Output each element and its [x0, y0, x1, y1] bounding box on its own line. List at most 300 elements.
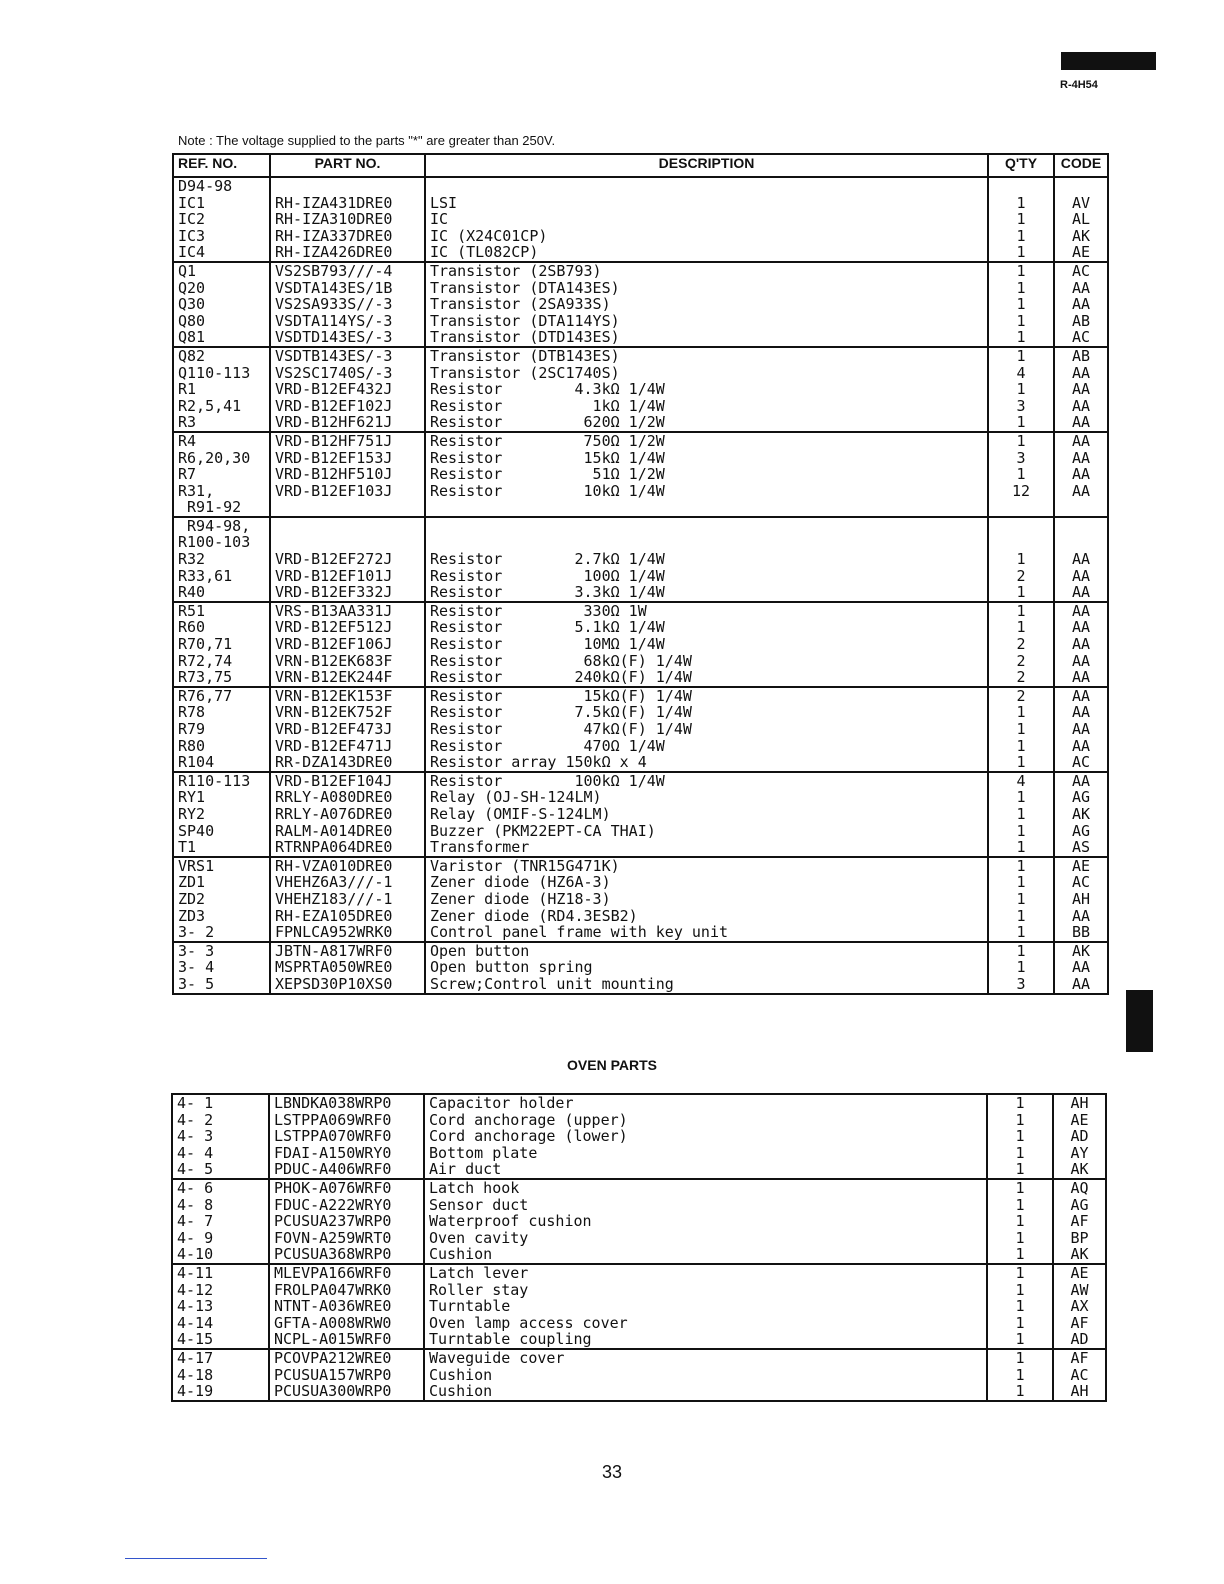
cell-part: RR-DZA143DRE0	[270, 754, 425, 772]
cell-code: AF	[1053, 1213, 1106, 1230]
table-row	[173, 228, 1108, 245]
cell-desc: Resistor 330Ω 1W	[425, 602, 988, 620]
cell-code: AA	[1054, 653, 1108, 670]
cell-part: FPNLCA952WRK0	[270, 924, 425, 942]
cell-qty: 1	[988, 874, 1054, 891]
cell-code	[1054, 177, 1108, 195]
cell-qty: 1	[988, 296, 1054, 313]
row-group	[173, 517, 1108, 602]
cell-code: AA	[1054, 414, 1108, 432]
cell-desc: Waterproof cushion	[424, 1213, 987, 1230]
cell-desc: Oven lamp access cover	[424, 1315, 987, 1332]
row-group	[173, 942, 1108, 994]
cell-qty	[988, 534, 1054, 551]
cell-part: VRN-B12EK752F	[270, 704, 425, 721]
cell-code: AD	[1053, 1128, 1106, 1145]
cell-ref: R1	[173, 381, 270, 398]
cell-ref: 4-19	[172, 1383, 269, 1401]
cell-ref: 4-11	[172, 1264, 269, 1282]
cell-desc: Resistor 7.5kΩ(F) 1/4W	[425, 704, 988, 721]
cell-desc: Resistor 15kΩ 1/4W	[425, 450, 988, 467]
cell-code: AV	[1054, 195, 1108, 212]
table-row	[173, 857, 1108, 875]
cell-code: AA	[1054, 636, 1108, 653]
cell-part	[270, 517, 425, 535]
table-row	[173, 568, 1108, 585]
cell-ref: 3- 2	[173, 924, 270, 942]
cell-ref: Q82	[173, 347, 270, 365]
cell-code: AA	[1054, 687, 1108, 705]
cell-qty: 1	[988, 228, 1054, 245]
table-row	[173, 414, 1108, 432]
cell-part: VRD-B12EF102J	[270, 398, 425, 415]
cell-code: AA	[1054, 381, 1108, 398]
cell-part	[270, 499, 425, 517]
cell-desc: Transistor (2SC1740S)	[425, 365, 988, 382]
cell-code: AE	[1054, 244, 1108, 262]
cell-part: MLEVPA166WRF0	[269, 1264, 424, 1282]
cell-ref: R78	[173, 704, 270, 721]
table-row	[173, 738, 1108, 755]
cell-desc: Resistor 5.1kΩ 1/4W	[425, 619, 988, 636]
cell-code: AK	[1053, 1161, 1106, 1179]
cell-qty: 1	[988, 347, 1054, 365]
cell-ref: R72,74	[173, 653, 270, 670]
cell-desc: Transistor (DTA114YS)	[425, 313, 988, 330]
row-group	[173, 432, 1108, 517]
table-row	[173, 296, 1108, 313]
cell-qty: 2	[988, 636, 1054, 653]
cell-ref: 4-12	[172, 1282, 269, 1299]
cell-code: AA	[1054, 280, 1108, 297]
cell-code: AW	[1053, 1282, 1106, 1299]
cell-code: AC	[1054, 262, 1108, 280]
table-row	[172, 1197, 1106, 1214]
cell-ref: D94-98	[173, 177, 270, 195]
cell-desc: Roller stay	[424, 1282, 987, 1299]
cell-desc: Sensor duct	[424, 1197, 987, 1214]
cell-desc: Resistor array 150kΩ x 4	[425, 754, 988, 772]
table-row	[173, 619, 1108, 636]
table-row	[172, 1349, 1106, 1367]
cell-ref: 3- 3	[173, 942, 270, 960]
table-row	[173, 262, 1108, 280]
table-row	[172, 1383, 1106, 1401]
cell-desc: Resistor 750Ω 1/2W	[425, 432, 988, 450]
cell-ref: 4- 5	[172, 1161, 269, 1179]
table-row	[173, 432, 1108, 450]
table-row	[173, 721, 1108, 738]
cell-part: VHEHZ6A3///-1	[270, 874, 425, 891]
cell-qty: 1	[987, 1094, 1053, 1112]
cell-qty: 1	[988, 823, 1054, 840]
cell-desc: Transistor (2SA933S)	[425, 296, 988, 313]
cell-desc: Cord anchorage (lower)	[424, 1128, 987, 1145]
cell-qty: 1	[988, 891, 1054, 908]
cell-qty: 1	[988, 924, 1054, 942]
cell-qty: 1	[987, 1112, 1053, 1129]
cell-part: VRS-B13AA331J	[270, 602, 425, 620]
cell-desc: Relay (OMIF-S-124LM)	[425, 806, 988, 823]
side-tab-marker	[1126, 990, 1153, 1052]
row-group	[173, 262, 1108, 347]
cell-qty: 1	[988, 754, 1054, 772]
cell-ref: 4- 2	[172, 1112, 269, 1129]
cell-desc: Cushion	[424, 1246, 987, 1264]
cell-ref: Q110-113	[173, 365, 270, 382]
cell-part	[270, 177, 425, 195]
cell-ref: Q81	[173, 329, 270, 347]
cell-part: VRD-B12EF104J	[270, 772, 425, 790]
cell-code: AA	[1054, 398, 1108, 415]
cell-part: VRD-B12EF153J	[270, 450, 425, 467]
row-group	[173, 772, 1108, 857]
cell-code: AF	[1053, 1315, 1106, 1332]
cell-desc	[425, 517, 988, 535]
table-row	[173, 534, 1108, 551]
cell-ref: R91-92	[173, 499, 270, 517]
table-row	[173, 450, 1108, 467]
cell-ref: R94-98,	[173, 517, 270, 535]
cell-ref: 3- 5	[173, 976, 270, 994]
cell-part: VRN-B12EK683F	[270, 653, 425, 670]
cell-ref: Q30	[173, 296, 270, 313]
cell-desc: Resistor 1kΩ 1/4W	[425, 398, 988, 415]
cell-part: PCUSUA157WRP0	[269, 1367, 424, 1384]
cell-code: AK	[1053, 1246, 1106, 1264]
cell-code	[1054, 534, 1108, 551]
cell-code: AA	[1054, 976, 1108, 994]
cell-qty: 12	[988, 483, 1054, 500]
cell-ref: 4-17	[172, 1349, 269, 1367]
cell-qty: 1	[987, 1367, 1053, 1384]
cell-qty: 1	[987, 1161, 1053, 1179]
cell-qty: 2	[988, 568, 1054, 585]
cell-ref: IC4	[173, 244, 270, 262]
cell-code: AH	[1054, 891, 1108, 908]
cell-desc: Air duct	[424, 1161, 987, 1179]
cell-part: RH-IZA431DRE0	[270, 195, 425, 212]
cell-desc: Transistor (2SB793)	[425, 262, 988, 280]
cell-part: RRLY-A080DRE0	[270, 789, 425, 806]
cell-part: VRD-B12EF432J	[270, 381, 425, 398]
cell-part: MSPRTA050WRE0	[270, 959, 425, 976]
cell-part	[270, 534, 425, 551]
cell-part: FROLPA047WRK0	[269, 1282, 424, 1299]
cell-ref: VRS1	[173, 857, 270, 875]
table-row	[172, 1179, 1106, 1197]
cell-qty: 1	[988, 432, 1054, 450]
row-group	[172, 1094, 1106, 1179]
cell-part: PCUSUA300WRP0	[269, 1383, 424, 1401]
table-row	[173, 347, 1108, 365]
table-row	[173, 959, 1108, 976]
table-row	[173, 704, 1108, 721]
table-row	[173, 584, 1108, 602]
cell-part: VRN-B12EK153F	[270, 687, 425, 705]
cell-code: AK	[1054, 942, 1108, 960]
table-row	[173, 602, 1108, 620]
cell-qty: 1	[988, 313, 1054, 330]
cell-qty: 1	[988, 738, 1054, 755]
cell-qty: 2	[988, 669, 1054, 687]
cell-code: AA	[1054, 483, 1108, 500]
table-row	[173, 806, 1108, 823]
cell-ref: RY1	[173, 789, 270, 806]
cell-qty: 3	[988, 976, 1054, 994]
cell-desc: Control panel frame with key unit	[425, 924, 988, 942]
cell-code: AD	[1053, 1331, 1106, 1349]
table-row	[173, 517, 1108, 535]
cell-desc: Resistor 15kΩ(F) 1/4W	[425, 687, 988, 705]
cell-part: VRD-B12EF332J	[270, 584, 425, 602]
cell-part: VSDTB143ES/-3	[270, 347, 425, 365]
table-row	[172, 1298, 1106, 1315]
cell-ref: R31,	[173, 483, 270, 500]
cell-ref: 4- 6	[172, 1179, 269, 1197]
header-description: DESCRIPTION	[425, 154, 988, 177]
cell-part: VRD-B12EF101J	[270, 568, 425, 585]
cell-ref: R76,77	[173, 687, 270, 705]
cell-ref: Q1	[173, 262, 270, 280]
cell-qty: 1	[988, 244, 1054, 262]
oven-parts-heading: OVEN PARTS	[567, 1057, 657, 1073]
cell-ref: 4- 9	[172, 1230, 269, 1247]
table-row	[173, 687, 1108, 705]
cell-desc: Resistor 620Ω 1/2W	[425, 414, 988, 432]
cell-desc: Screw;Control unit mounting	[425, 976, 988, 994]
cell-qty	[988, 499, 1054, 517]
cell-part: PDUC-A406WRF0	[269, 1161, 424, 1179]
cell-code: AK	[1054, 806, 1108, 823]
row-group	[172, 1179, 1106, 1264]
cell-qty: 1	[987, 1179, 1053, 1197]
cell-desc: Cord anchorage (upper)	[424, 1112, 987, 1129]
cell-code: AE	[1054, 857, 1108, 875]
cell-qty: 1	[987, 1298, 1053, 1315]
cell-qty: 1	[988, 942, 1054, 960]
cell-part: RH-IZA426DRE0	[270, 244, 425, 262]
cell-desc: IC (TL082CP)	[425, 244, 988, 262]
page-number: 33	[601, 1462, 623, 1482]
table-row	[172, 1094, 1106, 1112]
cell-code	[1054, 499, 1108, 517]
row-group	[173, 347, 1108, 432]
cell-part: VSDTD143ES/-3	[270, 329, 425, 347]
cell-desc: Resistor 2.7kΩ 1/4W	[425, 551, 988, 568]
cell-part: VRD-B12EF512J	[270, 619, 425, 636]
cell-desc: Transformer	[425, 839, 988, 857]
row-group	[172, 1349, 1106, 1401]
table-row	[173, 653, 1108, 670]
cell-code: BP	[1053, 1230, 1106, 1247]
cell-ref: IC2	[173, 211, 270, 228]
table-row	[173, 839, 1108, 857]
cell-qty: 1	[988, 857, 1054, 875]
table-row	[172, 1230, 1106, 1247]
cell-part: VRN-B12EK244F	[270, 669, 425, 687]
cell-ref: 4-14	[172, 1315, 269, 1332]
cell-part: RH-VZA010DRE0	[270, 857, 425, 875]
cell-desc: Open button spring	[425, 959, 988, 976]
cell-qty: 1	[988, 908, 1054, 925]
cell-qty: 1	[987, 1230, 1053, 1247]
cell-code: AH	[1053, 1094, 1106, 1112]
table-row	[173, 636, 1108, 653]
cell-desc: Resistor 4.3kΩ 1/4W	[425, 381, 988, 398]
cell-ref: IC1	[173, 195, 270, 212]
cell-part: VRD-B12EF473J	[270, 721, 425, 738]
cell-desc: Resistor 240kΩ(F) 1/4W	[425, 669, 988, 687]
cell-desc: Zener diode (HZ6A-3)	[425, 874, 988, 891]
table-row	[173, 976, 1108, 994]
cell-qty: 1	[988, 381, 1054, 398]
row-group	[173, 602, 1108, 687]
cell-ref: R32	[173, 551, 270, 568]
table-row	[172, 1145, 1106, 1162]
table-header-row	[173, 154, 1108, 177]
cell-part: RH-IZA337DRE0	[270, 228, 425, 245]
cell-code: AA	[1054, 551, 1108, 568]
cell-code: AA	[1054, 721, 1108, 738]
cell-code: AB	[1054, 313, 1108, 330]
cell-ref: R3	[173, 414, 270, 432]
cell-qty: 1	[988, 466, 1054, 483]
cell-part: LBNDKA038WRP0	[269, 1094, 424, 1112]
cell-ref: 4- 7	[172, 1213, 269, 1230]
cell-desc: Resistor 100Ω 1/4W	[425, 568, 988, 585]
table-row	[173, 466, 1108, 483]
cell-desc	[425, 534, 988, 551]
cell-code: AX	[1053, 1298, 1106, 1315]
table-row	[173, 195, 1108, 212]
cell-code	[1054, 517, 1108, 535]
cell-qty: 1	[988, 789, 1054, 806]
cell-qty: 1	[988, 619, 1054, 636]
header-code: CODE	[1054, 154, 1108, 177]
cell-qty: 3	[988, 450, 1054, 467]
cell-ref: R79	[173, 721, 270, 738]
cell-code: AH	[1053, 1383, 1106, 1401]
cell-desc: Waveguide cover	[424, 1349, 987, 1367]
cell-qty	[988, 517, 1054, 535]
cell-qty	[988, 177, 1054, 195]
table-row	[173, 381, 1108, 398]
cell-ref: R2,5,41	[173, 398, 270, 415]
cell-qty: 1	[988, 721, 1054, 738]
table-row	[173, 499, 1108, 517]
cell-qty: 2	[988, 687, 1054, 705]
header-ref-no: REF. NO.	[173, 154, 270, 177]
cell-ref: 4- 3	[172, 1128, 269, 1145]
cell-code: AC	[1054, 329, 1108, 347]
table-row	[172, 1112, 1106, 1129]
cell-code: AA	[1054, 738, 1108, 755]
footer-rule	[125, 1558, 267, 1559]
cell-qty: 1	[988, 211, 1054, 228]
cell-part: PHOK-A076WRF0	[269, 1179, 424, 1197]
row-group	[173, 857, 1108, 942]
cell-part: VRD-B12EF471J	[270, 738, 425, 755]
cell-qty: 1	[987, 1213, 1053, 1230]
table-row	[173, 398, 1108, 415]
cell-part: FDAI-A150WRY0	[269, 1145, 424, 1162]
cell-part: RH-IZA310DRE0	[270, 211, 425, 228]
cell-desc: Cushion	[424, 1383, 987, 1401]
cell-part: GFTA-A008WRW0	[269, 1315, 424, 1332]
table-row	[172, 1331, 1106, 1349]
cell-desc: Transistor (DTB143ES)	[425, 347, 988, 365]
cell-ref: SP40	[173, 823, 270, 840]
model-number: R-4H54	[1060, 79, 1098, 91]
table-row	[173, 244, 1108, 262]
cell-desc: Turntable	[424, 1298, 987, 1315]
cell-qty: 1	[987, 1315, 1053, 1332]
header-qty: Q'TY	[988, 154, 1054, 177]
cell-desc: Resistor 47kΩ(F) 1/4W	[425, 721, 988, 738]
row-group	[173, 177, 1108, 262]
cell-ref: R51	[173, 602, 270, 620]
cell-part: VSDTA143ES/1B	[270, 280, 425, 297]
cell-qty: 2	[988, 653, 1054, 670]
cell-qty: 4	[988, 772, 1054, 790]
cell-desc: Latch hook	[424, 1179, 987, 1197]
cell-part: VRD-B12EF106J	[270, 636, 425, 653]
table-row	[173, 365, 1108, 382]
cell-code: AC	[1053, 1367, 1106, 1384]
cell-qty: 3	[988, 398, 1054, 415]
cell-part: VS2SA933S//-3	[270, 296, 425, 313]
cell-desc: Transistor (DTD143ES)	[425, 329, 988, 347]
cell-desc: Capacitor holder	[424, 1094, 987, 1112]
cell-desc: Resistor 10MΩ 1/4W	[425, 636, 988, 653]
cell-part: VSDTA114YS/-3	[270, 313, 425, 330]
cell-code: AS	[1054, 839, 1108, 857]
cell-ref: 4- 8	[172, 1197, 269, 1214]
cell-qty: 1	[987, 1264, 1053, 1282]
table-row	[172, 1315, 1106, 1332]
cell-qty: 1	[987, 1197, 1053, 1214]
cell-part: RRLY-A076DRE0	[270, 806, 425, 823]
cell-ref: R73,75	[173, 669, 270, 687]
cell-ref: ZD3	[173, 908, 270, 925]
cell-desc: Resistor 470Ω 1/4W	[425, 738, 988, 755]
corner-marker-bar	[1061, 52, 1156, 70]
cell-part: LSTPPA070WRF0	[269, 1128, 424, 1145]
cell-part: VRD-B12HF510J	[270, 466, 425, 483]
cell-ref: 4-13	[172, 1298, 269, 1315]
table-row	[172, 1264, 1106, 1282]
cell-ref: 4- 1	[172, 1094, 269, 1112]
cell-ref: R4	[173, 432, 270, 450]
cell-ref: R33,61	[173, 568, 270, 585]
cell-code: AA	[1054, 296, 1108, 313]
cell-code: AL	[1054, 211, 1108, 228]
table-row	[173, 891, 1108, 908]
cell-desc: Resistor 68kΩ(F) 1/4W	[425, 653, 988, 670]
cell-part: RH-EZA105DRE0	[270, 908, 425, 925]
table-row	[173, 754, 1108, 772]
cell-part: FDUC-A222WRY0	[269, 1197, 424, 1214]
cell-ref: R70,71	[173, 636, 270, 653]
cell-qty: 1	[987, 1246, 1053, 1264]
table-row	[172, 1161, 1106, 1179]
table-row	[172, 1246, 1106, 1264]
cell-code: AE	[1053, 1264, 1106, 1282]
cell-code: AG	[1053, 1197, 1106, 1214]
table-row	[173, 329, 1108, 347]
cell-part: VHEHZ183///-1	[270, 891, 425, 908]
